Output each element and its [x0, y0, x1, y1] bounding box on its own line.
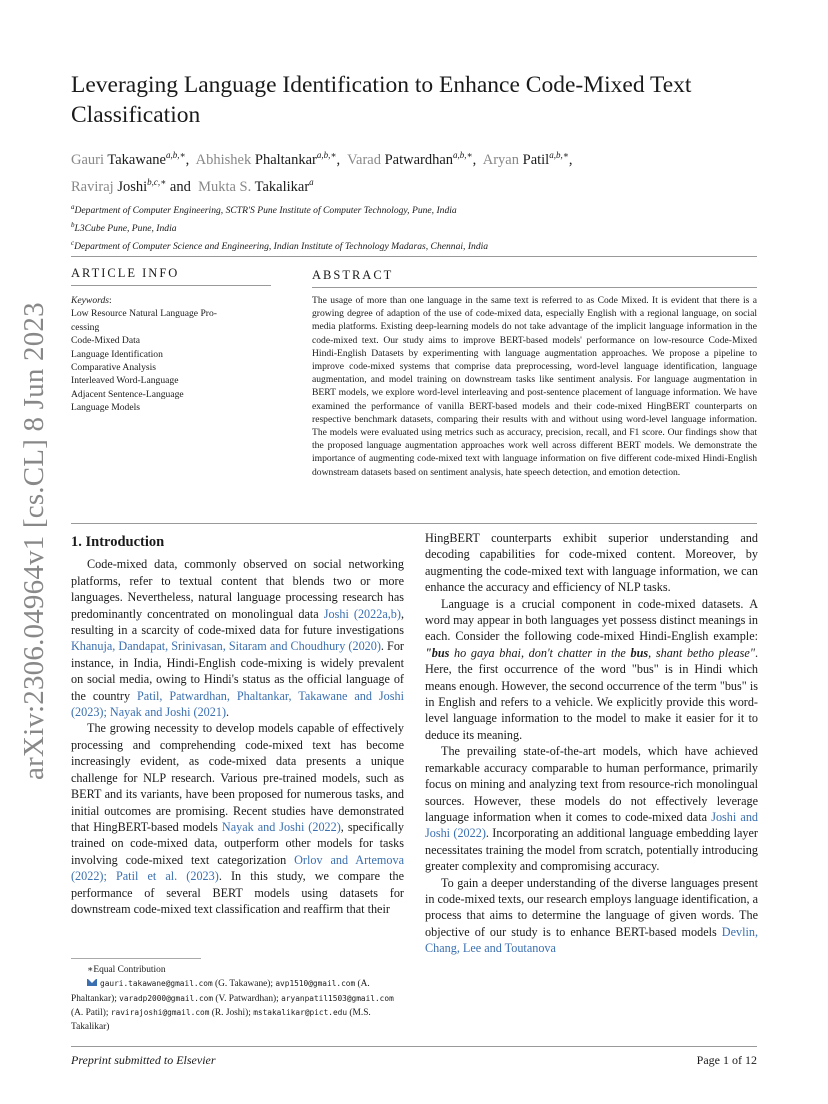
- footnote-equal: ∗Equal Contribution: [87, 965, 166, 975]
- keywords-label: Keywords: [71, 295, 110, 306]
- author: Gauri Takawane$^{a,b,∗}$: [71, 150, 186, 168]
- section-heading: 1. Introduction: [71, 534, 165, 550]
- citation-link[interactable]: Orlov and Artemova (2022); Patil et al. (2023): [71, 852, 404, 884]
- citation-link[interactable]: Nayak and Joshi (2022): [221, 819, 341, 834]
- citation-link[interactable]: Patil, Patwardhan, Phaltankar, Takawane and Joshi (2023); Nayak and Joshi (2021): [71, 688, 404, 720]
- page-number: Page 1 of 12: [696, 1053, 757, 1067]
- footnote-divider: [71, 958, 201, 959]
- paragraph: HingBERT counterparts exhibit superior understanding and decoding capabilities for code-mixed content. Moreover, by augmenting the code-mixed text with language information, we can enhance the accuracy and efficiency of NLP tasks.: [425, 531, 758, 595]
- paragraph: To gain a deeper understanding of the diverse languages present in code-mixed texts, our research employs language identification, a process that aims to determine the language of given words. The objective of our study is to enhance BERT-based models Devlin, Chang, Lee and Toutanova: [425, 875, 759, 956]
- email-link[interactable]: aryanpatil1503@gmail.com: [281, 993, 394, 1003]
- divider: [71, 256, 757, 257]
- citation-link[interactable]: Devlin, Chang, Lee and Toutanova: [425, 924, 758, 956]
- email-link[interactable]: ravirajoshi@gmail.com: [110, 1008, 210, 1018]
- footnotes: [71, 964, 404, 1034]
- email-link[interactable]: varadp2000@gmail.com: [119, 993, 214, 1003]
- keyword: Low Resource Natural Language Pro-: [71, 308, 217, 320]
- paragraph: Code-mixed data, commonly observed on social networking platforms, refer to textual content that blends two or more languages. Nevertheless, natural language processing research has predominantly concentrated on monolingual data Joshi (2022a,b), resulting in a scarcity of code-mixed data for future investigations Khanuja, Dandapat, Srinivasan, Sitaram and Choudhury (2020). For instance, in India, Hindi-English code-mixing is widely prevalent on social media, owing to Hindi's status as the official language of the country Patil, Patwardhan, Phaltankar, Takawane and Joshi (2023); Nayak and Joshi (2021).: [71, 557, 404, 720]
- author: Varad Patwardhan$^{a,b,∗}$: [347, 150, 473, 168]
- author: Abhishek Phaltankar$^{a,b,∗}$: [195, 150, 337, 168]
- citation-link[interactable]: Khanuja, Dandapat, Srinivasan, Sitaram and Choudhury: [71, 639, 346, 654]
- affiliation: $^b$L3Cube Pune, Pune, India: [71, 221, 177, 235]
- keyword: Language Identification: [71, 348, 163, 360]
- keyword: Language Models: [71, 402, 141, 414]
- envelope-icon: [87, 979, 97, 986]
- footnote-emails: gauri.takawane@gmail.com (G. Takawane); avp1510@gmail.com (A. Phaltankar); varadp2000@gmail.com (V. Patwardhan); aryanpatil1503@gmail.com (A. Patil); ravirajoshi@gmail.com (R. Joshi); mstakalikar@pict.edu (M.S. Takalikar): [71, 979, 394, 1032]
- email-link[interactable]: mstakalikar@pict.edu: [253, 1008, 348, 1018]
- abstract-heading: ABSTRACT: [312, 268, 394, 282]
- email-link[interactable]: gauri.takawane@gmail.com: [100, 979, 213, 989]
- keyword: Comparative Analysis: [71, 362, 156, 374]
- affiliation: $^c$Department of Computer Science and Engineering, Indian Institute of Technology Madaras, Chennai, India: [71, 239, 489, 253]
- keywords-block: Keywords: Low Resource Natural Language Pro- cessing Code-Mixed Data Language Identification Comparative Analysis Interleaved Word-Language Adjacent Sentence-Language Language Models: [71, 294, 271, 415]
- divider: [71, 1046, 757, 1047]
- keyword: Adjacent Sentence-Language: [71, 388, 184, 400]
- author: Mukta S. Takalikar$^a$: [198, 176, 314, 195]
- affiliation: $^a$Department of Computer Engineering, SCTR'S Pune Institute of Computer Technology, Pune, India: [71, 203, 457, 217]
- divider: [312, 287, 757, 288]
- paper-title: Leveraging Language Identification to Enhance Code-Mixed Text Classification: [71, 72, 692, 128]
- author-list: Gauri Takawane$^{a,b,∗}$, Abhishek Phaltankar$^{a,b,∗}$, Varad Patwardhan$^{a,b,∗}$, Aryan Patil$^{a,b,∗}$, Raviraj Joshi$^{b,c,∗}$ and Mukta S. Takalikar$^a$: [71, 150, 573, 195]
- article-info-heading: ARTICLE INFO: [71, 266, 180, 280]
- author: Raviraj Joshi$^{b,c,∗}$: [71, 176, 167, 195]
- divider: [71, 523, 757, 524]
- affiliations: [71, 200, 761, 255]
- author: Aryan Patil$^{a,b,∗}$: [482, 150, 569, 168]
- keyword: Interleaved Word-Language: [71, 375, 179, 387]
- abstract-text: The usage of more than one language in the same text is referred to as Code Mixed. It is evident that there is a growing degree of adaption of the use of code-mixed data, especially English with a regional language, on social media platforms. Existing deep-learning models do not take advantage of the implicit language information in the code-mixed text. Our study aims to improve BERT-based models' performance on low-resource Code-Mixed Hindi-English Datasets by experimenting with language augmentation approaches. We propose a pipeline to improve code-mixed systems that comprise data preprocessing, word-level language identification, language augmentation, and model training on downstream tasks like sentiment analysis. For language augmentation in BERT models, we explore word-level interleaving and post-sentence placement of language information. We have examined the performance of vanilla BERT-based models and their code-mixed HingBERT counterparts on respective benchmark datasets, comparing their results with and without using word-level language information. The models were evaluated using metrics such as accuracy, precision, recall, and F1 score. Our findings show that the proposed language augmentation approaches work well across different BERT models. We demonstrate the importance of augmenting code-mixed text with language information on five different code-mixed Hindi-English downstream datasets based on sentiment analysis, hate speech detection, and emotion detection.: [312, 295, 757, 478]
- paragraph: The prevailing state-of-the-art models, which have achieved remarkable accuracy comparable to human performance, primarily focus on mining and analyzing text from resource-rich monolingual sources. However, these models do not effectively leverage language information when it comes to code-mixed data Joshi and Joshi (2022). Incorporating an additional language embedding layer necessitates training the model from scratch, potentially introducing greater complexity and compromising accuracy.: [425, 744, 759, 874]
- citation-link[interactable]: Joshi and Joshi (2022): [425, 809, 759, 841]
- email-link[interactable]: avp1510@gmail.com: [275, 979, 356, 989]
- paragraph: The growing necessity to develop models capable of effectively processing and comprehending code-mixed text has become increasingly evident, as code-mixed data presents a unique challenge for NLP research. Various pre-trained models, such as BERT and its variants, have been proposed for numerous tasks, and initial outcomes are promising. Recent studies have demonstrated that HingBERT-based models Nayak and Joshi (2022), specifically trained on code-mixed data, outperform other models for tasks involving code-mixed text categorization Orlov and Artemova (2022); Patil et al. (2023). In this study, we compare the performance of several BERT models using datasets for downstream code-mixed text classification and reaffirm that their: [71, 721, 405, 916]
- arxiv-sidebar-id: arXiv:2306.04964v1 [cs.CL] 8 Jun 2023: [18, 302, 50, 780]
- keyword: cessing: [71, 321, 100, 333]
- paragraph: Language is a crucial component in code-mixed datasets. A word may appear in both languages yet possess distinct meanings in each. Consider the following code-mixed Hindi-English example: "bus ho gaya bhai, don't chatter in the bus, shant betho please". Here, the first occurrence of the word "bus" is in Hindi which means enough. However, the second occurrence of the term "bus" is in English and refers to a vehicle. We explicitly provide this word-level language information to the model to make it easier for it to deduce its meaning.: [425, 596, 758, 742]
- footer-preprint-note: Preprint submitted to Elsevier: [71, 1053, 216, 1067]
- right-column: [425, 530, 758, 957]
- citation-link[interactable]: Joshi (2022a,b): [323, 606, 401, 621]
- divider: [71, 285, 271, 286]
- left-column: [71, 534, 404, 917]
- authors-and: and: [169, 178, 191, 195]
- keyword: Code-Mixed Data: [71, 335, 141, 347]
